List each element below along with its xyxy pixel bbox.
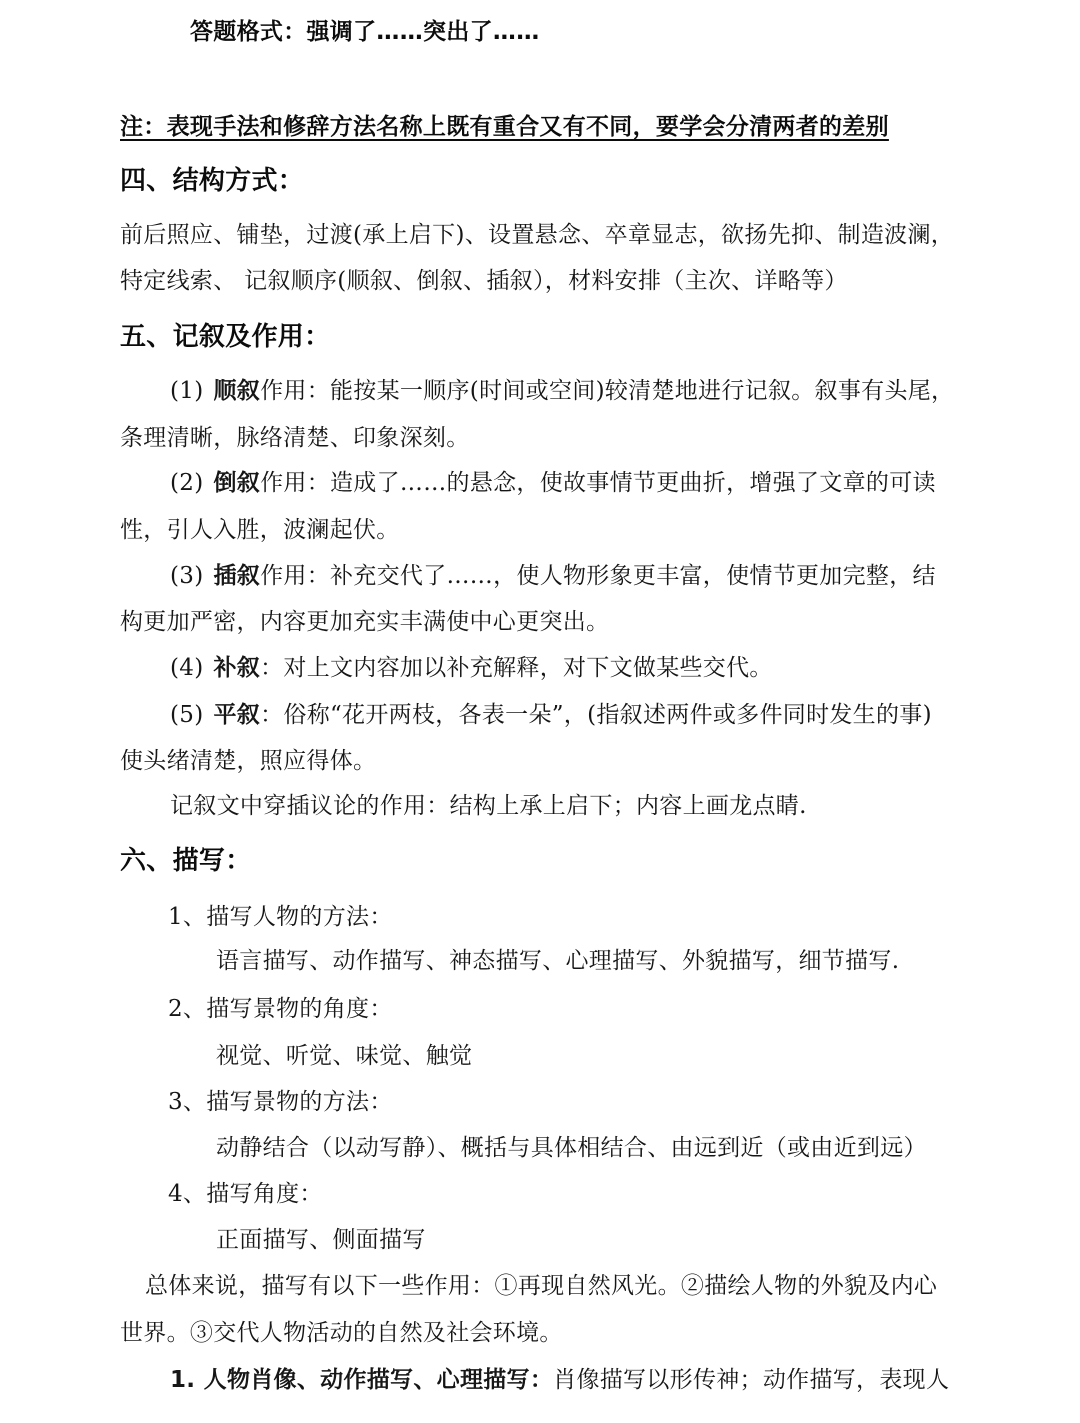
section6-group-3-title: 3、描写景物的方法：: [168, 1089, 393, 1115]
section6-group-1-title: 1、描写人物的方法：: [168, 904, 393, 930]
item-number: (5): [170, 702, 204, 728]
section6-group-2-title: 2、描写景物的角度：: [168, 996, 393, 1022]
item-text: 作用：造成了……的悬念，使故事情节更曲折，增强了文章的可读: [260, 470, 936, 496]
section6-group-1-content: 语言描写、动作描写、神态描写、心理描写、外貌描写，细节描写.: [216, 948, 900, 974]
section6-group-2-content: 视觉、听觉、味觉、触觉: [216, 1043, 473, 1069]
point1-text: 肖像描写以形传神；动作描写，表现人: [553, 1367, 950, 1393]
section6-summary-line1: 总体来说，描写有以下一些作用：①再现自然风光。②描绘人物的外貌及内心: [145, 1273, 938, 1299]
section5-item-5-cont: 使头绪清楚，照应得体。: [120, 748, 377, 774]
section5-item-4: [170, 653, 773, 683]
note-line: 注：表现手法和修辞方法名称上既有重合又有不同，要学会分清两者的差别: [120, 114, 889, 140]
item-text: 作用：能按某一顺序(时间或空间)较清楚地进行记叙。叙事有头尾，: [260, 378, 955, 404]
section5-insert-note: 记叙文中穿插议论的作用：结构上承上启下；内容上画龙点睛.: [170, 793, 807, 819]
item-number: (1): [170, 378, 204, 404]
item-key: 补叙: [213, 655, 261, 681]
section6-point1: [170, 1365, 949, 1395]
item-text: 作用：补充交代了……，使人物形象更丰富，使情节更加完整，结: [260, 563, 936, 589]
section5-heading: 五、记叙及作用：: [120, 322, 331, 352]
section5-item-3: [170, 561, 936, 591]
item-text: ：对上文内容加以补充解释，对下文做某些交代。: [260, 655, 773, 681]
section4-line2: 特定线索、 记叙顺序(顺叙、倒叙、插叙），材料安排（主次、详略等）: [120, 268, 848, 294]
section6-group-4-content: 正面描写、侧面描写: [216, 1227, 426, 1253]
section5-item-5: [170, 700, 932, 730]
answer-format-line: 答题格式：强调了……突出了……: [190, 19, 540, 45]
item-key: 平叙: [213, 702, 261, 728]
section6-summary-line2: 世界。③交代人物活动的自然及社会环境。: [120, 1320, 563, 1346]
section6-heading: 六、描写：: [120, 846, 252, 876]
item-number: (3): [170, 563, 204, 589]
item-key: 顺叙: [213, 378, 261, 404]
section5-item-2-cont: 性，引人入胜，波澜起伏。: [120, 517, 400, 543]
section4-line1: 前后照应、铺垫，过渡(承上启下)、设置悬念、卒章显志，欲扬先抑、制造波澜，: [120, 222, 955, 248]
item-number: (2): [170, 470, 204, 496]
section5-item-2: [170, 468, 936, 498]
item-key: 倒叙: [213, 470, 261, 496]
section6-group-3-content: 动静结合（以动写静）、概括与具体相结合、由远到近（或由近到远）: [216, 1135, 927, 1161]
section5-item-3-cont: 构更加严密，内容更加充实丰满使中心更突出。: [120, 609, 610, 635]
section5-item-1: [170, 376, 954, 406]
section6-group-4-title: 4、描写角度：: [168, 1181, 323, 1207]
item-key: 插叙: [213, 563, 261, 589]
section4-heading: 四、结构方式：: [120, 166, 305, 196]
section5-item-1-cont: 条理清晰，脉络清楚、印象深刻。: [120, 425, 470, 451]
item-text: ：俗称“花开两枝，各表一朵”，(指叙述两件或多件同时发生的事): [260, 702, 932, 728]
item-number: (4): [170, 655, 204, 681]
point1-key: 1. 人物肖像、动作描写、心理描写：: [170, 1367, 554, 1393]
